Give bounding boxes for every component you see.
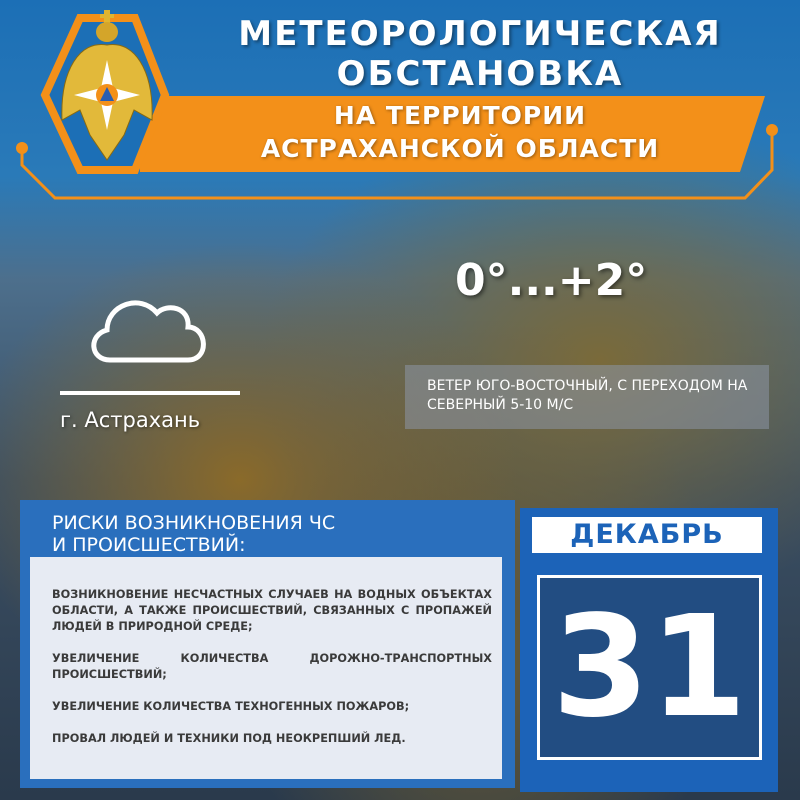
risk-item: ПРОВАЛ ЛЮДЕЙ И ТЕХНИКИ ПОД НЕОКРЕПШИЙ ЛЕД.: [52, 732, 406, 745]
risks-list: [30, 557, 502, 779]
risk-item: ВОЗНИКНОВЕНИЕ НЕСЧАСТНЫХ СЛУЧАЕВ НА ВОДНЫХ ОБЪЕКТАХ ОБЛАСТИ, А ТАКЖЕ ПРОИСШЕСТВИЙ, СВЯЗАННЫХ С ПРОПАЖЕЙ ЛЮДЕЙ В ПРИРОДНОЙ СРЕДЕ;: [52, 588, 492, 633]
month-label: ДЕКАБРЬ: [532, 517, 762, 553]
decor-dot: [766, 124, 778, 136]
risks-header: [30, 508, 505, 558]
risk-item: УВЕЛИЧЕНИЕ КОЛИЧЕСТВА ДОРОЖНО-ТРАНСПОРТНЫХ ПРОИСШЕСТВИЙ;: [52, 652, 492, 681]
day-number: 31: [537, 575, 762, 760]
decor-dot: [16, 142, 28, 154]
cloud-icon: [85, 285, 215, 370]
title-line-1: МЕТЕОРОЛОГИЧЕСКАЯ: [238, 14, 722, 54]
city-name: г. Астрахань: [60, 408, 201, 432]
subtitle-line-2: АСТРАХАНСКОЙ ОБЛАСТИ: [260, 134, 660, 163]
title-line-2: ОБСТАНОВКА: [336, 54, 624, 94]
temperature: 0°...+2°: [455, 255, 648, 306]
risk-item: УВЕЛИЧЕНИЕ КОЛИЧЕСТВА ТЕХНОГЕННЫХ ПОЖАРОВ;: [52, 700, 410, 713]
risks-title-line-2: И ПРОИСШЕСТВИЙ:: [52, 534, 246, 556]
subtitle-line-1: НА ТЕРРИТОРИИ: [333, 101, 587, 130]
divider: [60, 391, 240, 395]
risks-title-line-1: РИСКИ ВОЗНИКНОВЕНИЯ ЧС: [52, 512, 336, 534]
wind-info: ВЕТЕР ЮГО-ВОСТОЧНЫЙ, С ПЕРЕХОДОМ НА СЕВЕРНЫЙ 5-10 М/С: [405, 365, 769, 429]
